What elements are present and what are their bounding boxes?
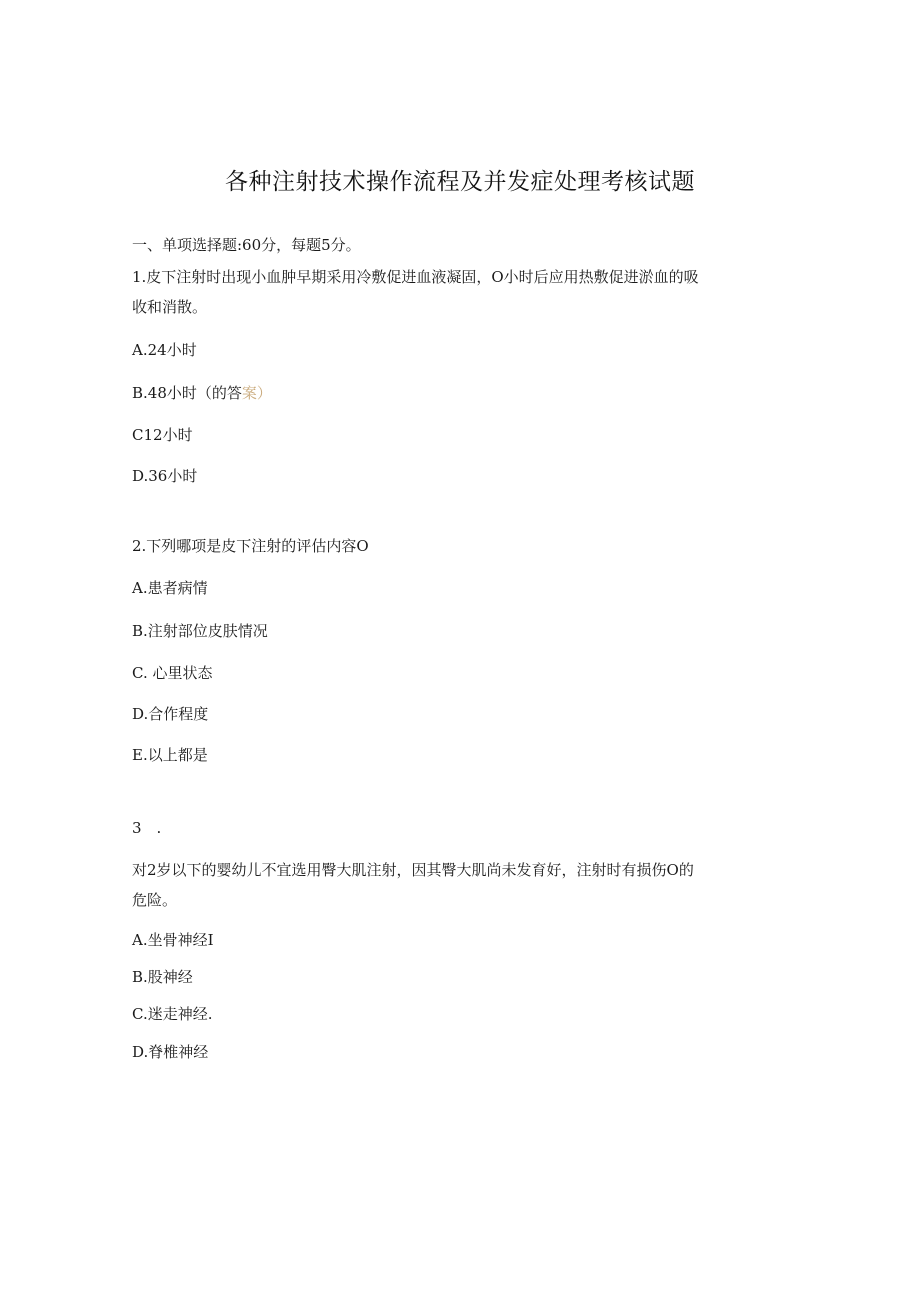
question-3-option-a: A.坐骨神经I	[132, 931, 214, 949]
question-3-stem-line2: 危险。	[132, 891, 178, 909]
question-3-stem-line1: 对2岁以下的婴幼儿不宜选用臀大肌注射，因其臀大肌尚未发育好，注射时有损伤O的	[132, 861, 694, 879]
question-1-stem-line1: 1.皮下注射时出现小血肿早期采用冷敷促进血液凝固，O小时后应用热敷促进淤血的吸	[132, 268, 699, 286]
question-1-option-b-text: B.48小时（的答	[132, 384, 242, 402]
question-2-stem: 2.下列哪项是皮下注射的评估内容O	[132, 537, 369, 555]
question-3-option-c: C.迷走神经.	[132, 1005, 213, 1023]
question-2-option-e: E.以上都是	[132, 746, 208, 764]
question-3-number: 3 .	[132, 819, 162, 837]
question-1-option-c: C12小时	[132, 426, 193, 444]
question-3-option-d: D.脊椎神经	[132, 1043, 209, 1061]
question-2-option-c: C. 心里状态	[132, 664, 213, 682]
question-1-stem-line2: 收和消散。	[132, 298, 208, 316]
section-heading: 一、单项选择题:60分，每题5分。	[132, 236, 361, 254]
question-1-option-d: D.36小时	[132, 467, 198, 485]
document-title: 各种注射技术操作流程及并发症处理考核试题	[225, 169, 695, 195]
question-1-option-b	[132, 384, 272, 402]
question-3-option-b: B.股神经	[132, 968, 193, 986]
question-1-option-b-suffix: 案）	[241, 384, 272, 402]
question-2-option-d: D.合作程度	[132, 705, 209, 723]
question-2-option-b: B.注射部位皮肤情况	[132, 622, 268, 640]
question-2-option-a: A.患者病情	[132, 579, 208, 597]
question-1-option-a: A.24小时	[132, 341, 197, 359]
